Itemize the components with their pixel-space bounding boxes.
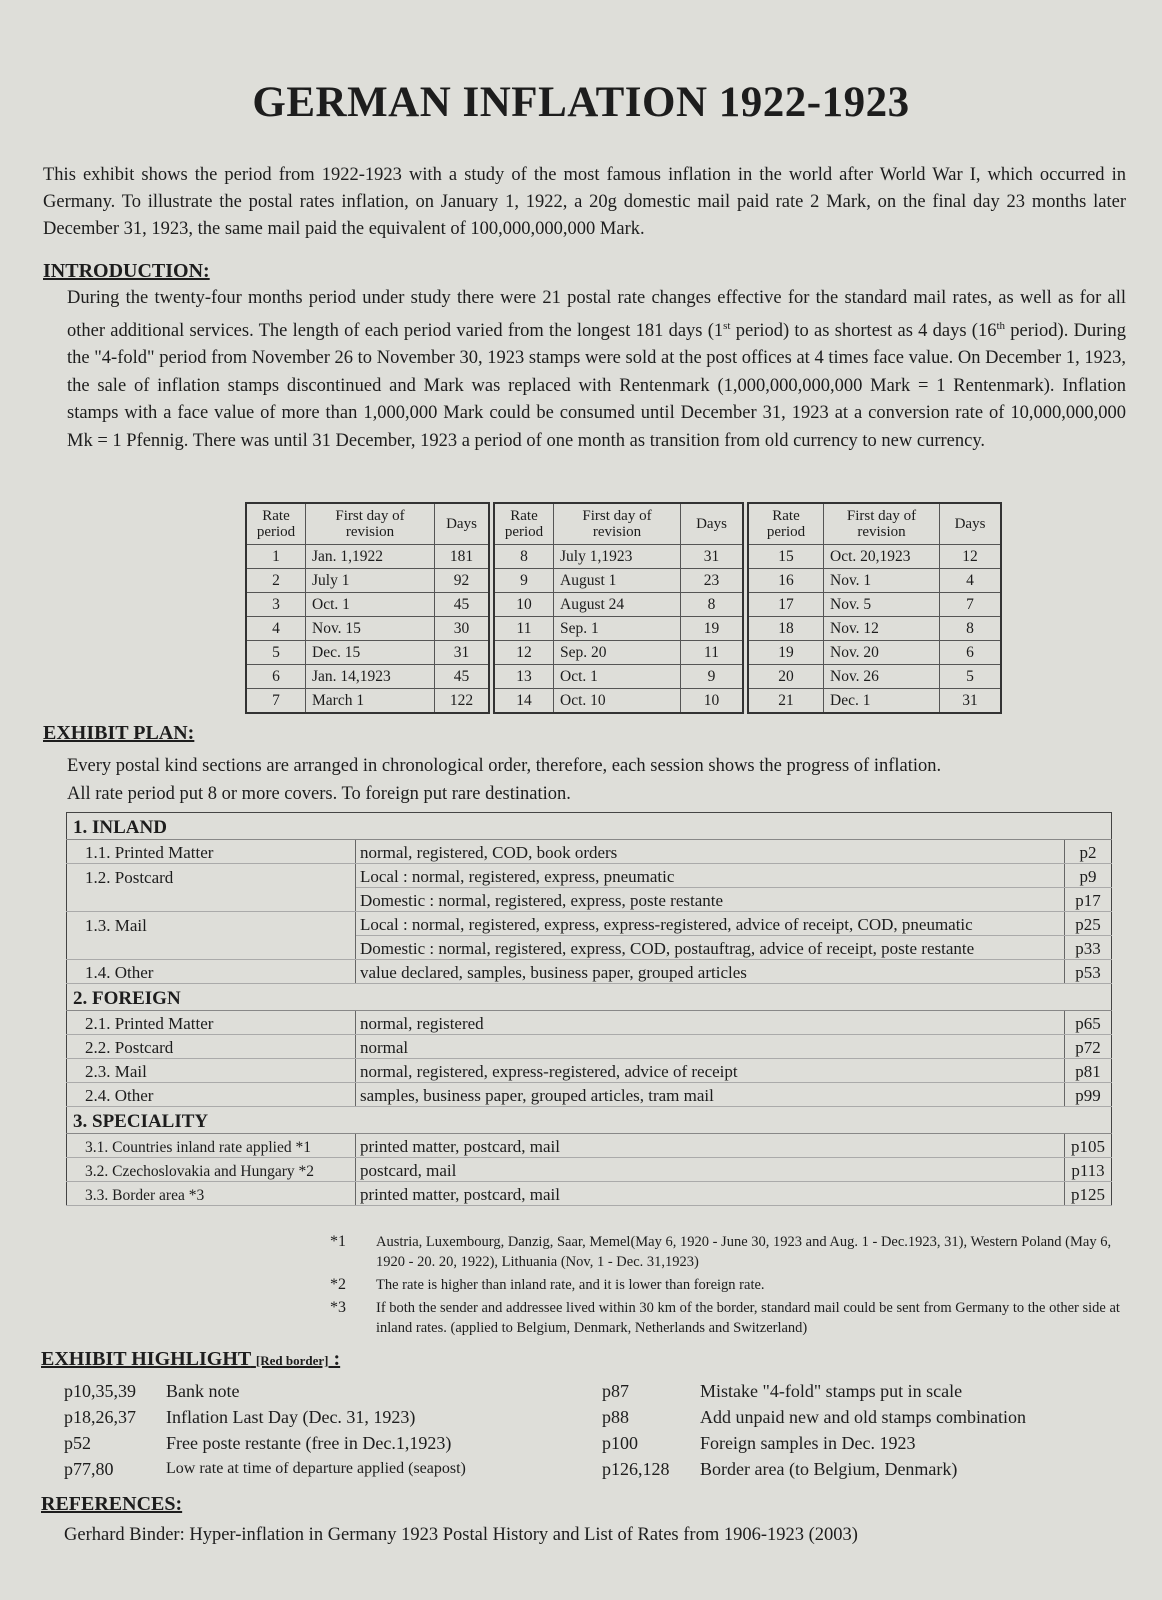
highlight-page: p88 (602, 1407, 629, 1427)
plan-section-row (67, 1107, 1112, 1134)
plan-row (67, 1035, 1112, 1059)
highlight-item (64, 1404, 466, 1430)
rate-table-row (494, 545, 743, 569)
plan-page-ref: p65 (1065, 1011, 1112, 1035)
introduction-heading: INTRODUCTION: (43, 260, 210, 282)
days-cell: 19 (681, 617, 744, 641)
plan-page-ref: p105 (1065, 1134, 1112, 1158)
plan-subsection (67, 936, 356, 960)
highlight-text: Inflation Last Day (Dec. 31, 1923) (166, 1407, 416, 1427)
rate-table-3 (747, 502, 1002, 714)
rate-period-cell: 19 (748, 641, 824, 665)
rate-table-row (494, 689, 743, 714)
rate-table-1 (245, 502, 490, 714)
plan-subsection (67, 888, 356, 912)
rate-table-row (748, 617, 1001, 641)
highlight-heading: EXHIBIT HIGHLIGHT [Red border] : (41, 1348, 341, 1370)
plan-page-ref: p2 (1065, 840, 1112, 864)
highlight-text: Free poste restante (free in Dec.1,1923) (166, 1433, 452, 1453)
highlight-page: p52 (64, 1433, 91, 1453)
rate-period-cell: 11 (494, 617, 554, 641)
plan-subsection: 2.1. Printed Matter (67, 1011, 356, 1035)
plan-subsection: 1.1. Printed Matter (67, 840, 356, 864)
rate-period-cell: 20 (748, 665, 824, 689)
plan-page-ref: p17 (1065, 888, 1112, 912)
first-day-cell: Nov. 1 (824, 569, 940, 593)
rate-period-cell: 10 (494, 593, 554, 617)
first-day-cell: Oct. 1 (306, 593, 435, 617)
highlight-text: Foreign samples in Dec. 1923 (700, 1433, 916, 1453)
plan-subsection: 3.3. Border area *3 (67, 1182, 356, 1206)
rate-period-cell: 15 (748, 545, 824, 569)
plan-description: Local : normal, registered, express, express-registered, advice of receipt, COD, pneumatic (356, 912, 1065, 936)
first-day-cell: Oct. 20,1923 (824, 545, 940, 569)
plan-subsection: 2.3. Mail (67, 1059, 356, 1083)
rate-table-row (748, 545, 1001, 569)
first-day-cell: Sep. 20 (554, 641, 681, 665)
rate-table-row (748, 689, 1001, 714)
rate-table-row (246, 617, 489, 641)
rate-table-row (494, 593, 743, 617)
plan-description: normal, registered, COD, book orders (356, 840, 1065, 864)
highlight-item (64, 1378, 466, 1404)
first-day-cell: Nov. 12 (824, 617, 940, 641)
plan-page-ref: p25 (1065, 912, 1112, 936)
rate-period-tables (245, 502, 1002, 714)
rate-table-header-row (494, 503, 743, 545)
footnote-mark: *3 (330, 1299, 346, 1316)
first-day-cell: Nov. 5 (824, 593, 940, 617)
rate-period-cell: 6 (246, 665, 306, 689)
highlight-item (64, 1430, 466, 1456)
rate-period-cell: 18 (748, 617, 824, 641)
rate-period-cell: 4 (246, 617, 306, 641)
rate-period-cell: 12 (494, 641, 554, 665)
rate-table-row (748, 641, 1001, 665)
highlight-item (602, 1430, 1026, 1456)
highlight-list-right (602, 1378, 1026, 1482)
days-cell: 181 (435, 545, 490, 569)
rate-period-cell: 14 (494, 689, 554, 714)
rate-col-header: First day of revision (824, 503, 940, 545)
footnote (325, 1232, 1125, 1272)
reference-entry: Gerhard Binder: Hyper-inflation in Germany 1923 Postal History and List of Rates from 1906-1923 (2003) (64, 1525, 858, 1545)
days-cell: 45 (435, 593, 490, 617)
plan-description: normal (356, 1035, 1065, 1059)
first-day-cell: Sep. 1 (554, 617, 681, 641)
rate-table-header-row (246, 503, 489, 545)
rate-table-row (748, 665, 1001, 689)
plan-row (67, 840, 1112, 864)
days-cell: 92 (435, 569, 490, 593)
plan-row (67, 864, 1112, 888)
plan-page-ref: p81 (1065, 1059, 1112, 1083)
plan-description: Domestic : normal, registered, express, COD, postauftrag, advice of receipt, poste restante (356, 936, 1065, 960)
plan-section-title: 3. SPECIALITY (67, 1107, 1112, 1134)
plan-page-ref: p99 (1065, 1083, 1112, 1107)
plan-section-title: 1. INLAND (67, 813, 1112, 840)
rate-col-header: Rate period (494, 503, 554, 545)
rate-period-cell: 1 (246, 545, 306, 569)
rate-table-row (494, 569, 743, 593)
plan-description: Local : normal, registered, express, pneumatic (356, 864, 1065, 888)
plan-row (67, 1059, 1112, 1083)
days-cell: 12 (940, 545, 1002, 569)
rate-table-row (246, 641, 489, 665)
rate-period-cell: 8 (494, 545, 554, 569)
rate-col-header: First day of revision (306, 503, 435, 545)
page-title: GERMAN INFLATION 1922-1923 (252, 79, 910, 126)
rate-col-header: Rate period (748, 503, 824, 545)
highlight-page: p77,80 (64, 1459, 114, 1479)
first-day-cell: Nov. 20 (824, 641, 940, 665)
plan-section-row (67, 984, 1112, 1011)
days-cell: 31 (940, 689, 1002, 714)
days-cell: 6 (940, 641, 1002, 665)
exhibit-plan-text-2: All rate period put 8 or more covers. To foreign put rare destination. (67, 784, 571, 804)
introduction-text: During the twenty-four months period under study there were 21 postal rate changes effective for the standard mail rates, as well as for all other additional services. The length of each period varied from the longest 181 days (1st period) to as shortest as 4 days (16th period). During the "4-fold" period from November 26 to November 30, 1923 stamps were sold at the post offices at 4 times face value. On December 1, 1923, the sale of inflation stamps discontinued and Mark was replaced with Rentenmark (1,000,000,000,000 Mark = 1 Rentenmark). Inflation stamps with a face value of more than 1,000,000 Mark could be consumed until December 31, 1923 at a conversion rate of 10,000,000,000 Mk = 1 Pfennig. There was until 31 December, 1923 a period of one month as transition from old currency to new currency. (67, 288, 1126, 451)
plan-page-ref: p72 (1065, 1035, 1112, 1059)
plan-row (67, 1182, 1112, 1206)
plan-page-ref: p9 (1065, 864, 1112, 888)
rate-period-cell: 17 (748, 593, 824, 617)
plan-page-ref: p53 (1065, 960, 1112, 984)
plan-row (67, 912, 1112, 936)
plan-subsection: 1.2. Postcard (67, 864, 356, 888)
rate-table-2 (493, 502, 744, 714)
first-day-cell: July 1,1923 (554, 545, 681, 569)
plan-subsection: 1.4. Other (67, 960, 356, 984)
plan-description: normal, registered (356, 1011, 1065, 1035)
plan-row (67, 1083, 1112, 1107)
exhibit-plan-heading: EXHIBIT PLAN: (43, 722, 195, 744)
plan-section-row (67, 813, 1112, 840)
plan-page-ref: p113 (1065, 1158, 1112, 1182)
rate-table-row (494, 641, 743, 665)
first-day-cell: Dec. 15 (306, 641, 435, 665)
rate-table-row (748, 593, 1001, 617)
rate-table-row (494, 665, 743, 689)
plan-description: normal, registered, express-registered, advice of receipt (356, 1059, 1065, 1083)
rate-period-cell: 13 (494, 665, 554, 689)
highlight-list-left (64, 1378, 466, 1482)
plan-page-ref: p125 (1065, 1182, 1112, 1206)
days-cell: 10 (681, 689, 744, 714)
plan-description: Domestic : normal, registered, express, poste restante (356, 888, 1065, 912)
first-day-cell: Nov. 15 (306, 617, 435, 641)
plan-row (67, 1158, 1112, 1182)
days-cell: 7 (940, 593, 1002, 617)
plan-row (67, 960, 1112, 984)
first-day-cell: August 24 (554, 593, 681, 617)
rate-period-cell: 16 (748, 569, 824, 593)
first-day-cell: Jan. 1,1922 (306, 545, 435, 569)
days-cell: 31 (435, 641, 490, 665)
days-cell: 5 (940, 665, 1002, 689)
first-day-cell: March 1 (306, 689, 435, 714)
highlight-page: p10,35,39 (64, 1381, 136, 1401)
footnote-text: If both the sender and addressee lived within 30 km of the border, standard mail could be sent from Germany to the other side at inland rates. (applied to Belgium, Denmark, Netherlands and Switzerland) (376, 1300, 1120, 1336)
highlight-page: p100 (602, 1433, 638, 1453)
highlight-page: p126,128 (602, 1459, 670, 1479)
footnote-mark: *2 (330, 1276, 346, 1293)
days-cell: 122 (435, 689, 490, 714)
days-cell: 23 (681, 569, 744, 593)
rate-col-header: Days (681, 503, 744, 545)
rate-period-cell: 3 (246, 593, 306, 617)
days-cell: 45 (435, 665, 490, 689)
plan-subsection: 2.2. Postcard (67, 1035, 356, 1059)
footnote-text: Austria, Luxembourg, Danzig, Saar, Memel(May 6, 1920 - June 30, 1923 and Aug. 1 - Dec.1923, 31), Western Poland (May 6, 1920 - 20. 20, 1922), Lithuania (Nov, 1 - Dec. 31,1923) (376, 1234, 1112, 1270)
plan-row (67, 1011, 1112, 1035)
intro-paragraph: This exhibit shows the period from 1922-1923 with a study of the most famous inflation in the world after World War I, which occurred in Germany. To illustrate the postal rates inflation, on January 1, 1922, a 20g domestic mail paid rate 2 Mark, on the final day 23 months later December 31, 1923, the same mail paid the equivalent of 100,000,000,000 Mark. (43, 165, 1126, 239)
plan-subsection: 3.1. Countries inland rate applied *1 (67, 1134, 356, 1158)
rate-table-row (246, 569, 489, 593)
days-cell: 8 (681, 593, 744, 617)
rate-period-cell: 21 (748, 689, 824, 714)
footnotes (325, 1232, 1125, 1341)
highlight-page: p18,26,37 (64, 1407, 136, 1427)
plan-description: value declared, samples, business paper, grouped articles (356, 960, 1065, 984)
plan-section-title: 2. FOREIGN (67, 984, 1112, 1011)
footnote (325, 1275, 1125, 1295)
highlight-text: Mistake "4-fold" stamps put in scale (700, 1381, 963, 1401)
plan-description: samples, business paper, grouped articles, tram mail (356, 1083, 1065, 1107)
plan-page-ref: p33 (1065, 936, 1112, 960)
rate-period-cell: 7 (246, 689, 306, 714)
days-cell: 11 (681, 641, 744, 665)
plan-row (67, 1134, 1112, 1158)
plan-description: printed matter, postcard, mail (356, 1182, 1065, 1206)
highlight-item (602, 1404, 1026, 1430)
rate-table-row (494, 617, 743, 641)
first-day-cell: Oct. 10 (554, 689, 681, 714)
plan-row (67, 936, 1112, 960)
plan-subsection: 2.4. Other (67, 1083, 356, 1107)
rate-col-header: Days (435, 503, 490, 545)
rate-table-row (246, 689, 489, 714)
plan-description: printed matter, postcard, mail (356, 1134, 1065, 1158)
highlight-text: Border area (to Belgium, Denmark) (700, 1459, 958, 1479)
highlight-item (64, 1456, 466, 1482)
plan-subsection: 3.2. Czechoslovakia and Hungary *2 (67, 1158, 356, 1182)
highlight-text: Bank note (166, 1381, 240, 1401)
rate-table-row (246, 545, 489, 569)
exhibit-plan-text-1: Every postal kind sections are arranged in chronological order, therefore, each session shows the progress of inflation. (67, 756, 942, 776)
plan-description: postcard, mail (356, 1158, 1065, 1182)
days-cell: 30 (435, 617, 490, 641)
first-day-cell: Nov. 26 (824, 665, 940, 689)
days-cell: 8 (940, 617, 1002, 641)
highlight-item (602, 1456, 1026, 1482)
days-cell: 9 (681, 665, 744, 689)
rate-col-header: First day of revision (554, 503, 681, 545)
highlight-text: Low rate at time of departure applied (seapost) (166, 1460, 466, 1477)
highlight-page: p87 (602, 1381, 629, 1401)
first-day-cell: Dec. 1 (824, 689, 940, 714)
plan-row (67, 888, 1112, 912)
first-day-cell: Jan. 14,1923 (306, 665, 435, 689)
footnote-text: The rate is higher than inland rate, and it is lower than foreign rate. (376, 1277, 765, 1293)
rate-period-cell: 5 (246, 641, 306, 665)
days-cell: 4 (940, 569, 1002, 593)
footnote-mark: *1 (330, 1233, 346, 1250)
exhibit-plan-table (66, 812, 1112, 1206)
rate-table-row (246, 593, 489, 617)
rate-period-cell: 9 (494, 569, 554, 593)
references-heading: REFERENCES: (41, 1493, 183, 1515)
rate-table-header-row (748, 503, 1001, 545)
rate-table-row (748, 569, 1001, 593)
first-day-cell: July 1 (306, 569, 435, 593)
rate-period-cell: 2 (246, 569, 306, 593)
plan-subsection: 1.3. Mail (67, 912, 356, 936)
highlight-text: Add unpaid new and old stamps combination (700, 1407, 1026, 1427)
highlight-item (602, 1378, 1026, 1404)
rate-table-row (246, 665, 489, 689)
rate-col-header: Days (940, 503, 1002, 545)
first-day-cell: August 1 (554, 569, 681, 593)
rate-col-header: Rate period (246, 503, 306, 545)
days-cell: 31 (681, 545, 744, 569)
footnote (325, 1298, 1125, 1338)
first-day-cell: Oct. 1 (554, 665, 681, 689)
